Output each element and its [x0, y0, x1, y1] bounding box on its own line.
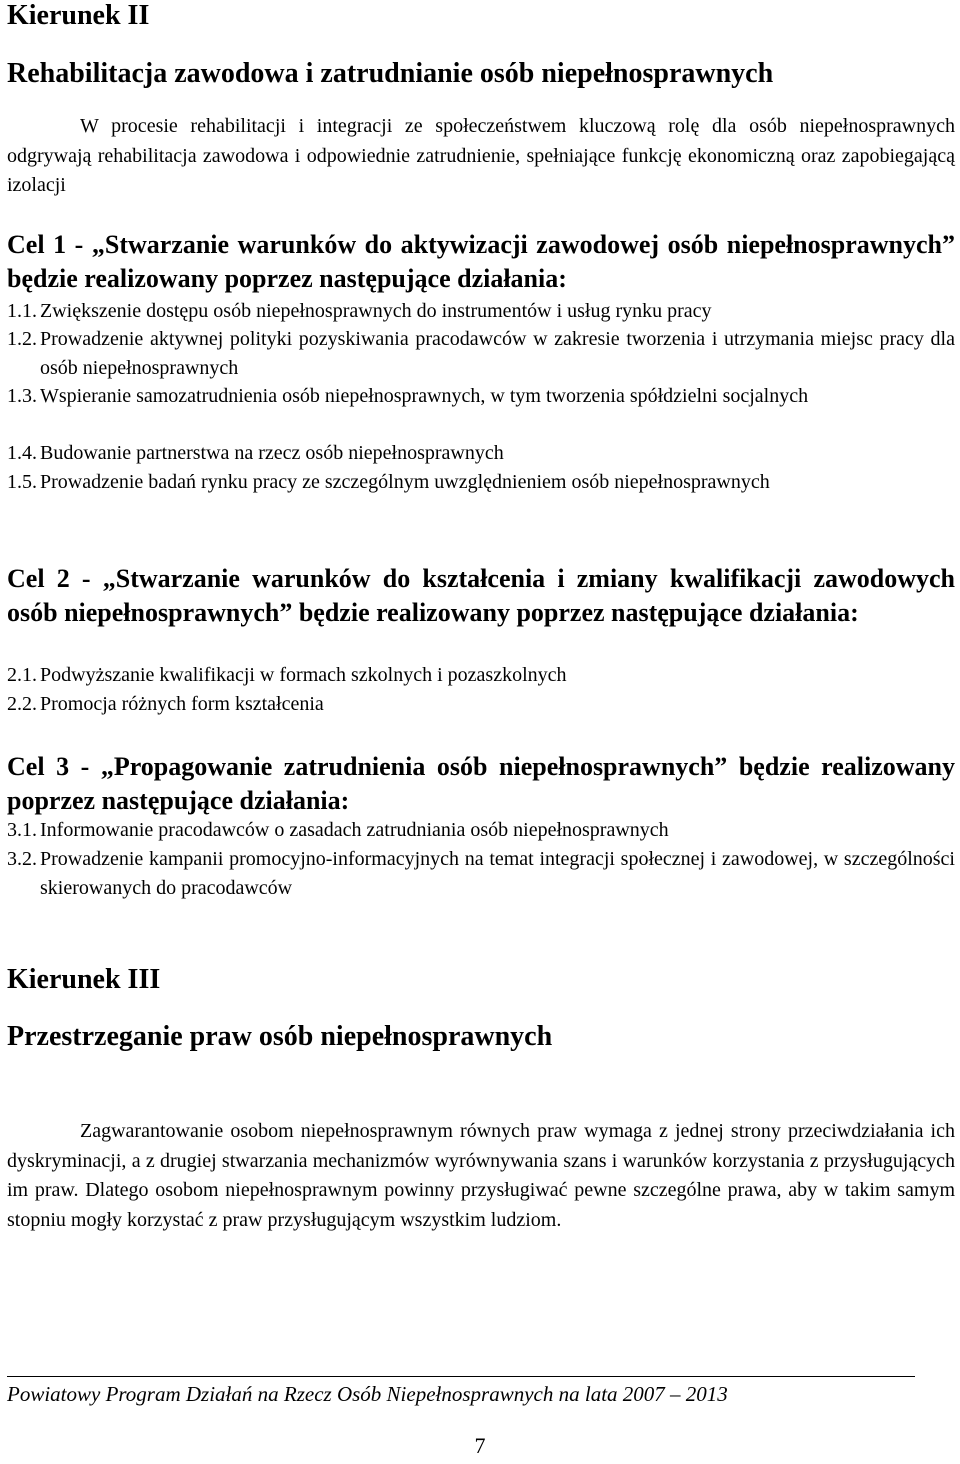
item-number: 1.2. [7, 328, 37, 350]
item-number: 1.5. [7, 471, 37, 493]
item-text: Wspieranie samozatrudnienia osób niepełnosprawnych, w tym tworzenia spółdzielni socjalnych [40, 385, 809, 407]
item-number: 3.2. [7, 848, 37, 870]
rights-paragraph: Zagwarantowanie osobom niepełnosprawnym równych praw wymaga z jednej strony przeciwdziałania ich dyskryminacji, a z drugiej stwarzania mechanizmów wyrównywania szans i warunków korzystania z przysługujących im praw. Dlatego osobom niepełnosprawnym powinny przysługiwać pewne szczególne prawa, aby w takim samym stopniu mogły korzystać z praw przysługującym wszystkim ludziom. [7, 1120, 955, 1231]
list-item [7, 816, 955, 845]
item-text: Prowadzenie badań rynku pracy ze szczególnym uwzględnieniem osób niepełnosprawnych [40, 471, 770, 493]
list-item [7, 661, 955, 690]
list-item [7, 297, 955, 326]
section-title-przestrzeganie: Przestrzeganie praw osób niepełnosprawnych [7, 1021, 553, 1052]
list-item [7, 439, 955, 468]
item-number: 2.2. [7, 693, 37, 715]
section-heading-kierunek-3: Kierunek III [7, 964, 161, 995]
item-number: 3.1. [7, 819, 37, 841]
list-item [7, 690, 955, 719]
item-number: 2.1. [7, 664, 37, 686]
item-number: 1.1. [7, 300, 37, 322]
page-number: 7 [474, 1433, 486, 1458]
intro-paragraph: W procesie rehabilitacji i integracji ze społeczeństwem kluczową rolę dla osób niepełnosprawnych odgrywają rehabilitacja zawodowa i odpowiednie zatrudnienie, spełniające funkcję ekonomiczną oraz zapobiegającą izolacji [7, 115, 955, 196]
item-text: Prowadzenie aktywnej polityki pozyskiwania pracodawców w zakresie tworzenia i utrzymania miejsc pracy dla osób niepełnosprawnych [40, 328, 955, 379]
footer-divider [7, 1376, 915, 1377]
item-text: Budowanie partnerstwa na rzecz osób niepełnosprawnych [40, 442, 504, 464]
item-text: Prowadzenie kampanii promocyjno-informacyjnych na temat integracji społecznej i zawodowej, w szczególności skierowanych do pracodawców [40, 848, 955, 899]
item-text: Podwyższanie kwalifikacji w formach szkolnych i pozaszkolnych [40, 664, 567, 686]
item-text: Promocja różnych form kształcenia [40, 693, 324, 715]
section-title-rehabilitacja: Rehabilitacja zawodowa i zatrudnianie osób niepełnosprawnych [7, 58, 774, 89]
item-number: 1.3. [7, 385, 37, 407]
list-item [7, 325, 955, 383]
list-item [7, 382, 955, 411]
item-text: Informowanie pracodawców o zasadach zatrudniania osób niepełnosprawnych [40, 819, 669, 841]
section-heading-kierunek-2: Kierunek II [7, 0, 150, 31]
item-text: Zwiększenie dostępu osób niepełnosprawnych do instrumentów i usług rynku pracy [40, 300, 712, 322]
goal-1-heading: Cel 1 - „Stwarzanie warunków do aktywizacji zawodowej osób niepełnosprawnych” będzie realizowany poprzez następujące działania: [7, 230, 955, 293]
list-item [7, 468, 955, 497]
item-number: 1.4. [7, 442, 37, 464]
goal-3-heading: Cel 3 - „Propagowanie zatrudnienia osób niepełnosprawnych” będzie realizowany poprzez następujące działania: [7, 752, 955, 815]
footer-text: Powiatowy Program Działań na Rzecz Osób Niepełnosprawnych na lata 2007 – 2013 [7, 1382, 728, 1406]
list-item [7, 845, 955, 903]
goal-2-heading: Cel 2 - „Stwarzanie warunków do kształcenia i zmiany kwalifikacji zawodowych osób niepełnosprawnych” będzie realizowany poprzez następujące działania: [7, 564, 955, 627]
